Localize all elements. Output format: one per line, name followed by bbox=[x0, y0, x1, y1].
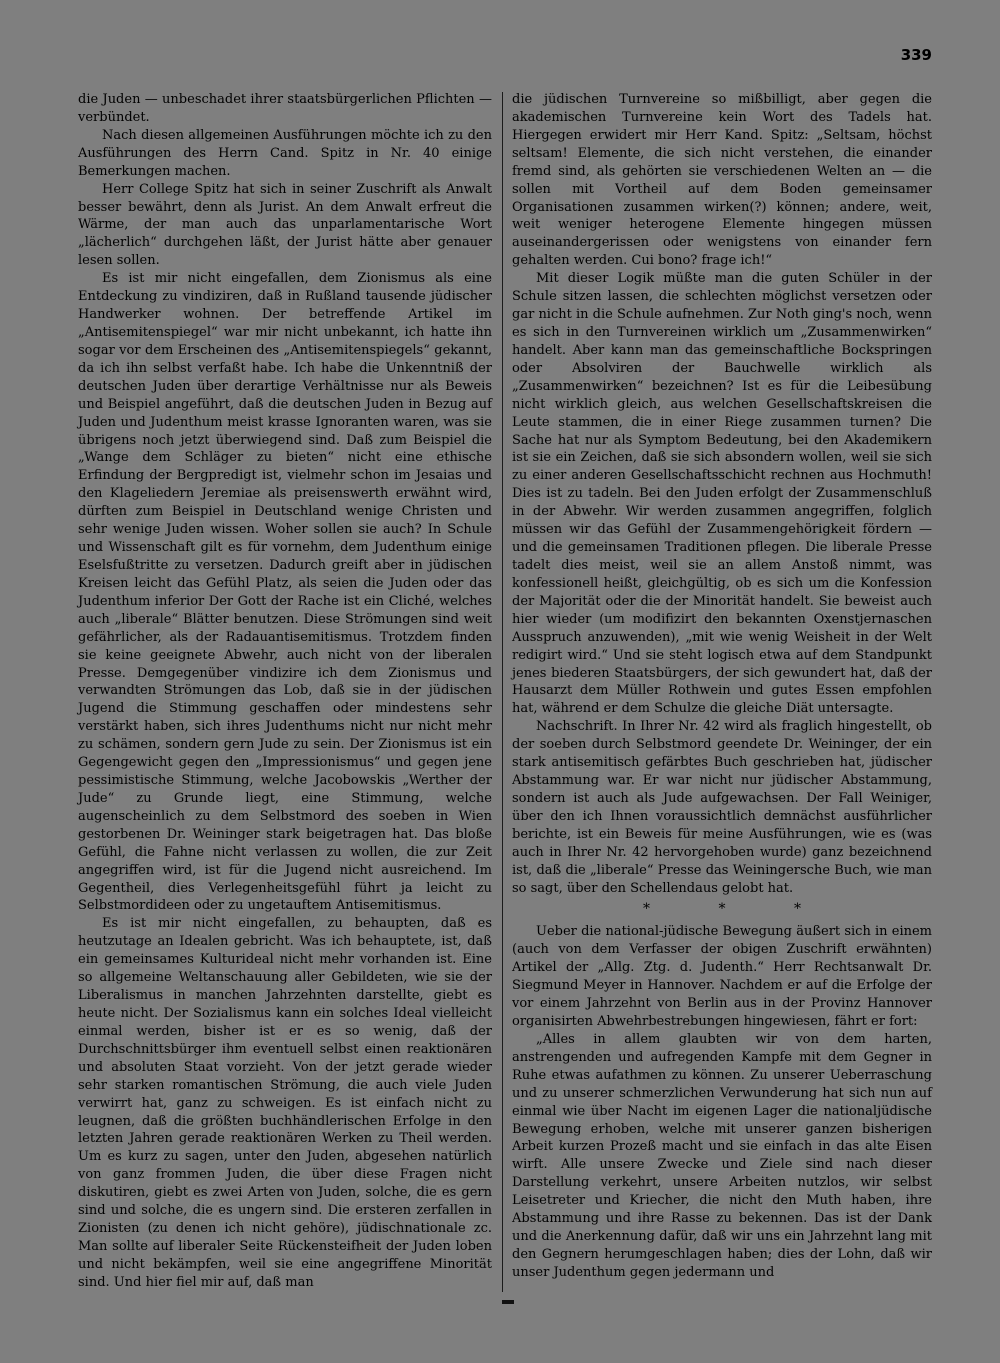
column-divider bbox=[502, 92, 503, 1292]
section-separator bbox=[512, 901, 932, 919]
right-column bbox=[512, 91, 932, 1282]
paragraph: Ueber die national-jüdische Bewegung äußert sich in einem (auch von dem Verfasser der obigen Zuschrift erwähnten) Artikel der „Allg. Ztg. d. Judenth.“ Herr Rechtsanwalt Dr. Siegmund Meyer in Hannover. Nachdem er auf die Erfolge der vor einem Jahrzehnt von Berlin aus in der Provinz Hannover organisirten Abwehrbestrebungen hingewiesen, fährt er fort: bbox=[512, 924, 932, 1030]
paragraph: Es ist mir nicht eingefallen, zu behaupten, daß es heutzutage an Idealen gebricht. Was ich behauptete, ist, daß ein gemeinsames Kulturideal nicht mehr vorhanden ist. Eine so allgemeine Weltanschauung aller Gebildeten, wie sie der Liberalismus in manchen Jahrzehnten darstellte, giebt es heute nicht. Der Sozialismus kann ein solches Ideal vielleicht einmal werden, bisher ist er es so wenig, daß der Durchschnittsbürger ihm eventuell selbst einen reaktionären und absoluten Staat vorzieht. Von der jetzt gerade wieder sehr starken romantischen Strömung, die auch viele Juden verwirrt hat, ganz zu schweigen. Es ist einfach nicht zu leugnen, daß die größten buchhändlerischen Erfolge in den letzten Jahren gerade reaktionären Werken zu Theil werden. Um es kurz zu sagen, unter den Juden, abgesehen natürlich von ganz frommen Juden, die über diese Fragen nicht diskutiren, giebt es zwei Arten von Juden, solche, die es gern sind und solche, die es ungern sind. Die ersteren zerfallen in Zionisten (zu denen ich nicht gehöre), jüdischnationale zc. Man sollte auf liberaler Seite Rückensteifheit der Juden loben und nicht bekämpfen, weil sie eine angegriffene Minorität sind. Und hier fiel mir auf, daß man bbox=[78, 916, 492, 1290]
paragraph: Es ist mir nicht eingefallen, dem Zionismus als eine Entdeckung zu vindiziren, daß in Rußland tausende jüdischer Handwerker wohnen. Der betreffende Artikel im „Antisemitenspiegel“ war mir nicht unbekannt, ich hatte ihn sogar vor dem Erscheinen des „Antisemitenspiegels“ gekannt, da ich ihn selbst verfaßt habe. Ich habe die Unkenntniß der deutschen Juden über derartige Verhältnisse nur als Beweis und Beispiel angeführt, daß die deutschen Juden in Bezug auf Juden und Judenthum meist krasse Ignoranten waren, was sie übrigens noch jetzt überwiegend sind. Daß zum Beispiel die „Wange dem Schläger zu bieten“ nicht eine ethische Erfindung der Bergpredigt ist, vielmehr schon im Jesaias und den Klageliedern Jeremiae als preisenswerth erwähnt wird, dürften zum Beispiel in Deutschland wenige Christen und sehr wenige Juden wissen. Woher sollen sie auch? In Schule und Wissenschaft gilt es für vornehm, dem Judenthum einige Eselsfußtritte zu versetzen. Dadurch greift aber in jüdischen Kreisen leicht das Gefühl Platz, als seien die Juden oder das Judenthum inferior Der Gott der Rache ist ein Cliché, welches auch „liberale“ Blätter benutzen. Diese Strömungen sind weit gefährlicher, als der Radauantisemitismus. Trotzdem finden sie keine geeignete Abwehr, auch nicht von der liberalen Presse. Demgegenüber vindizire ich dem Zionismus und verwandten Strömungen das Lob, daß sie in der jüdischen Jugend die Stimmung geschaffen oder mindestens sehr verstärkt haben, sich ihres Judenthums nicht nur nicht mehr zu schämen, sondern gern Jude zu sein. Der Zionismus ist ein Gegengewicht gegen den „Impressionismus“ und gegen jene pessimistische Stimmung, welche Jacobowskis „Werther der Jude“ zu Grunde liegt, eine Stimmung, welche augenscheinlich zu dem Selbstmord des soeben in Wien gestorbenen Dr. Weininger stark beigetragen hat. Das bloße Gefühl, die Fahne nicht verlassen zu wollen, die zur Zeit angegriffen wird, ist für die Jugend nicht ausreichend. Im Gegentheil, dies Verlegenheitsgefühl führt ja leicht zu Selbstmordideen oder zu ungetauftem Antisemitismus. bbox=[78, 271, 492, 914]
asterisk: * bbox=[643, 901, 651, 918]
page-number: 339 bbox=[900, 46, 932, 64]
asterisk: * bbox=[793, 901, 801, 918]
footer-mark bbox=[502, 1300, 514, 1304]
asterisk: * bbox=[718, 901, 726, 918]
paragraph: Nach diesen allgemeinen Ausführungen möchte ich zu den Ausführungen des Herrn Cand. Spitz in Nr. 40 einige Bemerkungen machen. bbox=[78, 127, 492, 179]
paragraph: die jüdischen Turnvereine so mißbilligt, aber gegen die akademischen Turnvereine kein Wort des Tadels hat. Hiergegen erwidert mir Herr Kand. Spitz: „Seltsam, höchst seltsam! Elemente, die sich nicht verstehen, die einander fremd sind, als gehörten sie verschiedenen Welten an — die sollen mit Vortheil auf dem Boden gemeinsamer Organisationen zusammen wirken(?) können; andere, weit, weit weniger heterogene Elemente hingegen müssen auseinandergerissen oder wenigstens von einander fern gehalten werden. Cui bono? frage ich!“ bbox=[512, 92, 932, 269]
left-column bbox=[78, 91, 492, 1292]
paragraph: Nachschrift. In Ihrer Nr. 42 wird als fraglich hingestellt, ob der soeben durch Selbstmord geendete Dr. Weininger, der ein stark antisemitisch gefärbtes Buch geschrieben hat, jüdischer Abstammung war. Er war nicht nur jüdischer Abstammung, sondern ist auch als Jude aufgewachsen. Der Fall Weiniger, über den ich Ihnen voraussichtlich demnächst ausführlicher berichte, ist ein Beweis für meine Ausführungen, wie es (was auch in Ihrer Nr. 42 hervorgehoben wurde) ganz bezeichnend ist, daß die „liberale“ Presse das Weiningersche Buch, wie man so sagt, über den Schellendaus gelobt hat. bbox=[512, 719, 932, 896]
paragraph: Mit dieser Logik müßte man die guten Schüler in der Schule sitzen lassen, die schlechten möglichst versetzen oder gar nicht in die Schule aufnehmen. Zur Noth ging's noch, wenn es sich in den Turnvereinen wirklich um „Zusammenwirken“ handelt. Aber kann man das gemeinschaftliche Bockspringen oder Absolviren der Bauchwelle wirklich als „Zusammenwirken“ bezeichnen? Ist es für die Leibesübung nicht wirklich gleich, aus welchen Gesellschaftskreisen die Leute stammen, die in einer Riege zusammen turnen? Die Sache hat nur als Symptom Bedeutung, bei den Akademikern ist sie ein Zeichen, daß sie sich absondern wollen, weil sie sich zu einer anderen Gesellschaftsschicht rechnen aus Hochmuth! Dies ist zu tadeln. Bei den Juden erfolgt der Zusammenschluß in der Abwehr. Wir werden zusammen angegriffen, folglich müssen wir das Gefühl der Zusammengehörigkeit fördern — und die gemeinsamen Traditionen pflegen. Die liberale Presse tadelt dies meist, weil sie an allem Anstoß nimmt, was konfessionell heißt, gleichgültig, ob es sich um die Konfession der Majorität oder die der Minorität handelt. Sie beweist auch hier wieder (um modifizirt den bekannten Oxenstjernaschen Ausspruch anzuwenden), „mit wie wenig Weisheit in der Welt redigirt wird.“ Und sie steht logisch etwa auf dem Standpunkt jenes biederen Staatsbürgers, der sich gewundert hat, daß der Hausarzt dem Müller Rothwein und gutes Essen empfohlen hat, während er dem Schulze die gleiche Diät untersagte. bbox=[512, 271, 932, 717]
paragraph: die Juden — unbeschadet ihrer staatsbürgerlichen Pflichten — verbündet. bbox=[78, 92, 492, 125]
paragraph: Herr College Spitz hat sich in seiner Zuschrift als Anwalt besser bewährt, denn als Jurist. An dem Anwalt erfreut die Wärme, der man auch das unparlamentarische Wort „lächerlich“ durchgehen läßt, der Jurist hätte aber genauer lesen sollen. bbox=[78, 181, 492, 269]
paragraph: „Alles in allem glaubten wir von dem harten, anstrengenden und aufregenden Kampfe mit dem Gegner in Ruhe etwas aufathmen zu können. Zu unserer Ueberraschung und zu unserer schmerzlichen Verwunderung hat sich nun auf einmal wie über Nacht im eigenen Lager die nationaljüdische Bewegung erhoben, welche mit unserer ganzen bisherigen Arbeit kurzen Prozeß macht und sie einfach in das alte Eisen wirft. Alle unsere Zwecke und Ziele sind nach dieser Darstellung verkehrt, unsere Arbeiten nutzlos, wir selbst Leisetreter und Kriecher, die nicht den Muth haben, ihre Abstammung und ihre Rasse zu bekennen. Das ist der Dank und die Anerkennung dafür, daß wir uns ein Jahrzehnt lang mit den Gegnern herumgeschlagen haben; dies der Lohn, daß wir unser Judenthum gegen jedermann und bbox=[512, 1031, 932, 1280]
